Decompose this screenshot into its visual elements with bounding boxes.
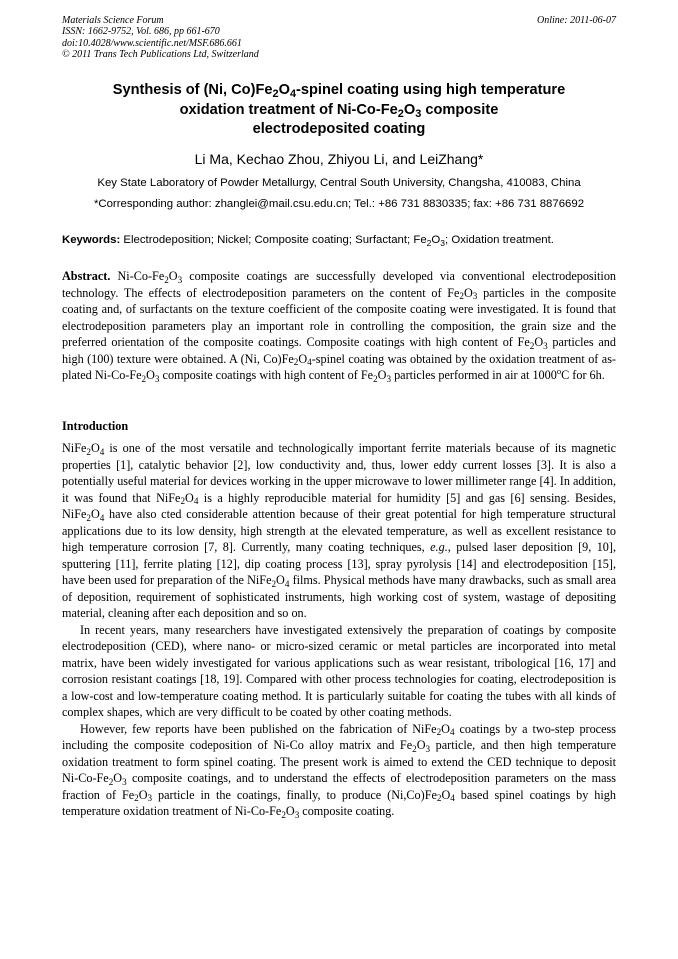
intro-paragraph-2: In recent years, many researchers have investigated extensively the preparation of coatings by composite electrodeposition (CED), where nano- or micro-sized ceramic or metal particles are incorporated into metal matrix, have been widely investigated for various applications such as wear resistant, tribological [16, 17] and corrosion resistant coatings [18, 19]. Compared with other process technologies for coating, electrodeposition is a low-cost and low-temperature coating method. It is particularly suitable for coating the tubes with all kinds of complex shapes, which are very difficult to be coated by other coating methods. bbox=[62, 622, 616, 719]
doi-line: doi:10.4028/www.scientific.net/MSF.686.661 bbox=[62, 37, 242, 49]
abstract-label: Abstract. bbox=[62, 269, 111, 283]
title-line-3: electrodeposited coating bbox=[252, 121, 426, 137]
corresponding-author: *Corresponding author: zhanglei@mail.csu.edu.cn; Tel.: +86 731 8830335; fax: +86 731 8876692 bbox=[93, 198, 585, 210]
abstract: Abstract. $Ni-Co-Fe_2O_3$ composite coatings are successfully developed via conventional electrodeposition technology. The effects of electrodeposition parameters on the content of $Fe_2O_3$ particles in the composite coating and, of surfactants on the texture coefficient of the composite coating were investigated. It is found that electrodeposition parameters play an important role in controlling the composition, the grain size and the preferred orientation of the composite coatings. Composite coatings with high content of $Fe_2O_3$ particles and high (100) texture were obtained. A (Ni, $Co)Fe_2O_4$-spinel coating was obtained by the oxidation treatment of as-plated $Ni-Co-Fe_2O_3$ composite coatings with high content of $Fe_2O_3$ particles performed in air at 1000$^o$C for 6h. bbox=[62, 269, 617, 384]
keywords-label: Keywords: bbox=[62, 234, 121, 246]
intro-paragraph-1: $NiFe_2O_4$ is one of the most versatile and technologically important ferrite materials because of its magnetic properties [1], catalytic behavior [2], low conductivity and, thus, lower eddy current losses [3]. It is also a potentially useful material for devices working in the upper microwave to lower millimeter range [4]. In addition, it was found that $NiFe_2O_4$ is a highly reproducible material for humidity [5] and gas [6] sensing. Besides, $NiFe_2O_4$ have also cted considerable attention because of their great potential for high temperature structural applications due to its low density, high strength at the elevated temperature, as well as excellent resistance to high temperature corrosion [7, 8]. Currently, many coating techniques, e.g., pulsed laser deposition [9, 10], sputtering [11], ferrite plating [12], dip coating process [13], spray pyrolysis [14] and electrodeposition [15], have been used for preparation of the $NiFe_2O_4$ films. Physical methods have many drawbacks, such as small area of deposition, requirement of sophisticated instruments, high working cost of system, wastage of depositing material, cleaning after each deposition and so on. bbox=[62, 441, 616, 620]
affiliation: Key State Laboratory of Powder Metallurgy, Central South University, Changsha, 410083, China bbox=[97, 177, 581, 189]
issn-line: ISSN: 1662-9752, Vol. 686, pp 661-670 bbox=[62, 26, 220, 38]
keywords: Keywords: Electrodeposition; Nickel; Composite coating; Surfactant; $Fe_2O_3$; Oxidation treatment. bbox=[62, 234, 554, 248]
paper-title bbox=[70, 81, 608, 140]
copyright-line: © 2011 Trans Tech Publications Ltd, Switzerland bbox=[62, 49, 259, 61]
title-line-1: Synthesis of (Ni, $Co)Fe_2O_4$-spinel coating using high temperature bbox=[112, 82, 566, 101]
online-date: Online: 2011-06-07 bbox=[537, 15, 616, 26]
author-list: Li Ma, Kechao Zhou, Zhiyou Li, and LeiZhang* bbox=[194, 151, 484, 167]
journal-header bbox=[62, 15, 616, 61]
section-heading-introduction: Introduction bbox=[62, 419, 129, 433]
introduction-body bbox=[62, 440, 616, 820]
journal-name: Materials Science Forum bbox=[62, 15, 164, 26]
title-line-2: oxidation treatment of $Ni-Co-Fe_2O_3$ composite bbox=[179, 101, 499, 120]
intro-paragraph-3: However, few reports have been published on the fabrication of $NiFe_2O_4$ coatings by a two-step process including the composite codeposition of Ni-Co alloy matrix and $Fe_2O_3$ particle, and then high temperature oxidation treatment to form spinel coating. The present work is aimed to extend the CED technique to deposit $Ni-Co-Fe_2O_3$ composite coatings, and to understand the effects of electrodeposition parameters on the mass fraction of $Fe_2O_3$ particle in the coatings, finally, to produce $(Ni,Co)Fe_2O_4$ based spinel coatings by high temperature oxidation treatment of $Ni-Co-Fe_2O_3$ composite coating. bbox=[62, 721, 616, 820]
